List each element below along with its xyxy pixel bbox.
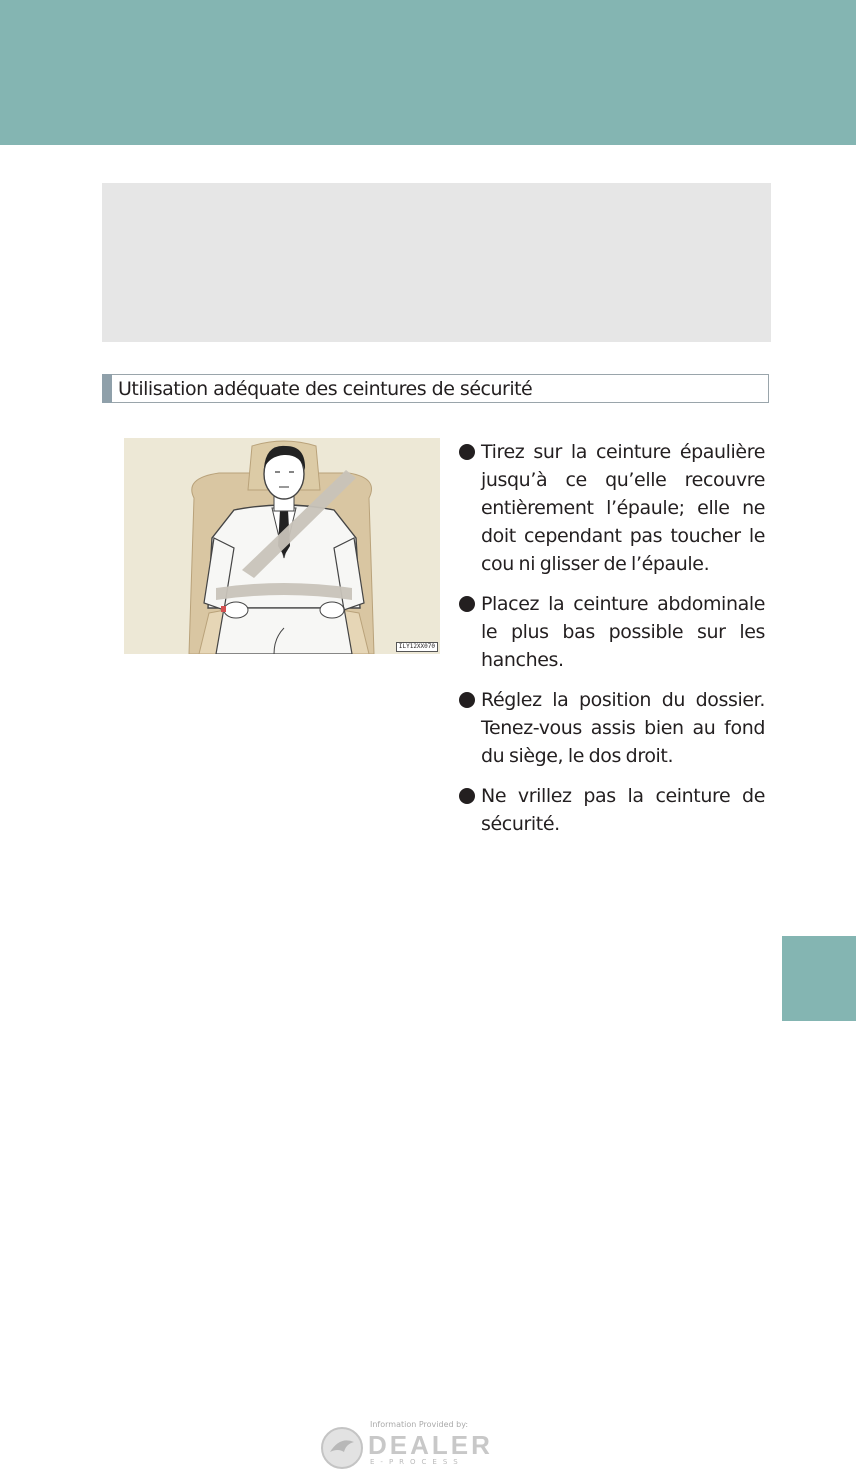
footer-subbrand: E-PROCESS <box>370 1458 464 1466</box>
list-item-text: Réglez la position du dossier. Tenez-vous assis bien au fond du siège, le dos droit. <box>481 689 765 767</box>
list-item <box>457 686 765 770</box>
section-header <box>102 374 769 403</box>
list-item <box>457 438 765 578</box>
figure-code: ILY12XX070 <box>396 642 438 652</box>
list-item <box>457 782 765 838</box>
chapter-side-tab <box>782 936 856 1021</box>
seated-person-drawing <box>124 438 440 654</box>
list-item <box>457 590 765 674</box>
bullet-dot-icon <box>459 444 475 460</box>
bullet-dot-icon <box>459 788 475 804</box>
blank-note-box <box>102 183 771 342</box>
list-item-text: Ne vrillez pas la ceinture de sécurité. <box>481 785 765 835</box>
bullet-dot-icon <box>459 692 475 708</box>
seatbelt-illustration <box>124 438 440 654</box>
list-item-text: Tirez sur la ceinture épaulière jusqu’à ce qu’elle recouvre entièrement l’épaule; elle ne doit cependant pas toucher le cou ni glisser de l’épaule. <box>481 441 765 575</box>
section-title: Utilisation adéquate des ceintures de sécurité <box>118 377 533 400</box>
instruction-list <box>457 438 765 850</box>
dealer-footer <box>320 1420 520 1475</box>
bullet-dot-icon <box>459 596 475 612</box>
top-color-band <box>0 0 856 145</box>
footer-info-text: Information Provided by: <box>370 1420 469 1429</box>
dealer-logo-icon <box>320 1426 364 1470</box>
footer-brand: DEALER <box>368 1430 493 1460</box>
list-item-text: Placez la ceinture abdominale le plus bas possible sur les hanches. <box>481 593 765 671</box>
section-header-accent <box>102 374 112 403</box>
